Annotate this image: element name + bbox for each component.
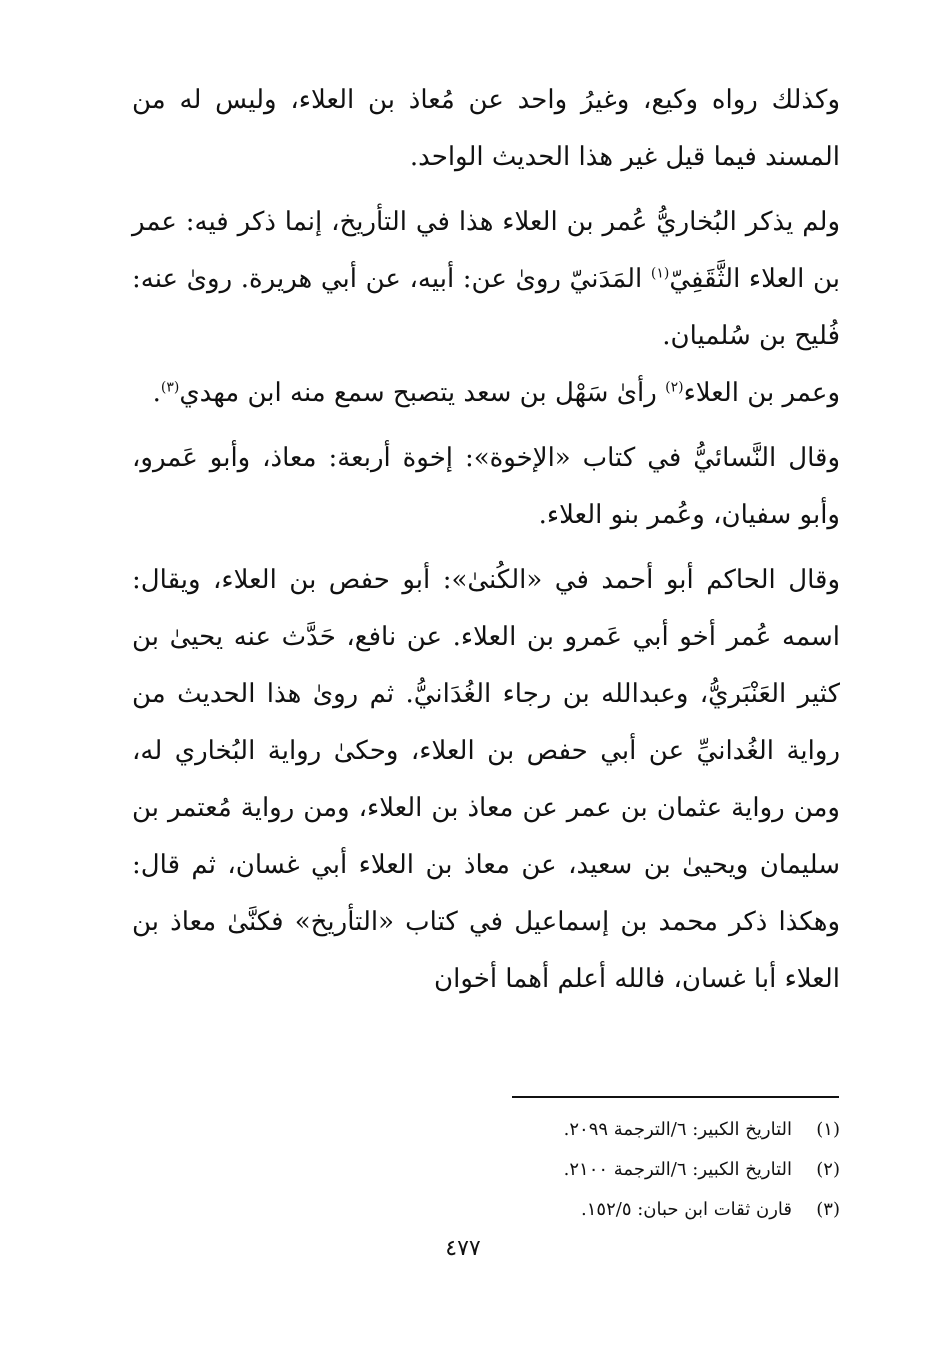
paragraph-period: . xyxy=(152,378,161,408)
paragraph-text: وقال النَّسائيُّ في كتاب «الإخوة»: إخوة أربعة: معاذ، وأبو عَمرو، وأبو سفيان، وعُمر بنو العلاء. xyxy=(132,443,840,530)
footnote-divider xyxy=(512,1096,839,1098)
footnote-number: (٢) xyxy=(816,1159,840,1180)
paragraph-4 xyxy=(132,430,840,544)
paragraph-text-continued: رأىٰ سَهْل بن سعد يتصبح سمع منه ابن مهدي xyxy=(179,378,666,408)
paragraph-2 xyxy=(132,194,840,365)
footnote-marker-2[interactable]: (٢) xyxy=(665,379,684,396)
footnotes xyxy=(480,1110,840,1230)
footnote-text: التاريخ الكبير: ٦/الترجمة ٢١٠٠. xyxy=(563,1159,792,1180)
footnote-marker-1[interactable]: (١) xyxy=(650,265,670,282)
paragraph-text-continued: المَدَنيّ روىٰ عن: أبيه، عن أبي هريرة. روىٰ عنه: فُليح بن سُلميان. xyxy=(132,264,840,351)
page-number: ٤٧٧ xyxy=(445,1236,481,1261)
paragraph-text: وكذلك رواه وكيع، وغيرُ واحد عن مُعاذ بن العلاء، وليس له من المسند فيما قيل غير هذا الحديث الواحد. xyxy=(132,85,840,172)
paragraph-5 xyxy=(132,552,840,1008)
footnote-marker-3[interactable]: (٣) xyxy=(160,379,180,396)
footnote-text: قارن ثقات ابن حبان: ١٥٢/٥. xyxy=(581,1199,792,1220)
paragraph-text: وعمر بن العلاء xyxy=(683,378,840,408)
footnote-1 xyxy=(480,1110,840,1150)
footnote-number: (١) xyxy=(816,1119,840,1140)
footnote-text: التاريخ الكبير: ٦/الترجمة ٢٠٩٩. xyxy=(563,1119,792,1140)
paragraph-3 xyxy=(132,365,840,422)
main-text xyxy=(132,72,840,1008)
paragraph-text: وقال الحاكم أبو أحمد في «الكُنىٰ»: أبو حفص بن العلاء، ويقال: اسمه عُمر أخو أبي عَمرو بن العلاء. عن نافع، حَدَّث عنه يحيىٰ بن كثير العَنْبَريُّ، وعبدالله بن رجاء الغُدَانيُّ. ثم روىٰ هذا الحديث من رواية الغُدانيِّ عن أبي حفص بن العلاء، وحكىٰ رواية البُخاري له، ومن رواية عثمان بن عمر عن معاذ بن العلاء، ومن رواية مُعتمر بن سليمان ويحيىٰ بن سعيد، عن معاذ بن العلاء أبي غسان، ثم قال: وهكذا ذكر محمد بن إسماعيل في كتاب «التأريخ» فكنَّىٰ معاذ بن العلاء أبا غسان، فالله أعلم أهما أخوان xyxy=(132,565,840,994)
paragraph-1 xyxy=(132,72,840,186)
footnote-2 xyxy=(480,1150,840,1190)
footnote-number: (٣) xyxy=(816,1199,840,1220)
footnote-3 xyxy=(480,1190,840,1230)
paragraph-text: ولم يذكر البُخاريُّ عُمر بن العلاء هذا في التأريخ، إنما ذكر فيه: عمر بن العلاء الثَّقَفِيّ xyxy=(132,207,841,294)
